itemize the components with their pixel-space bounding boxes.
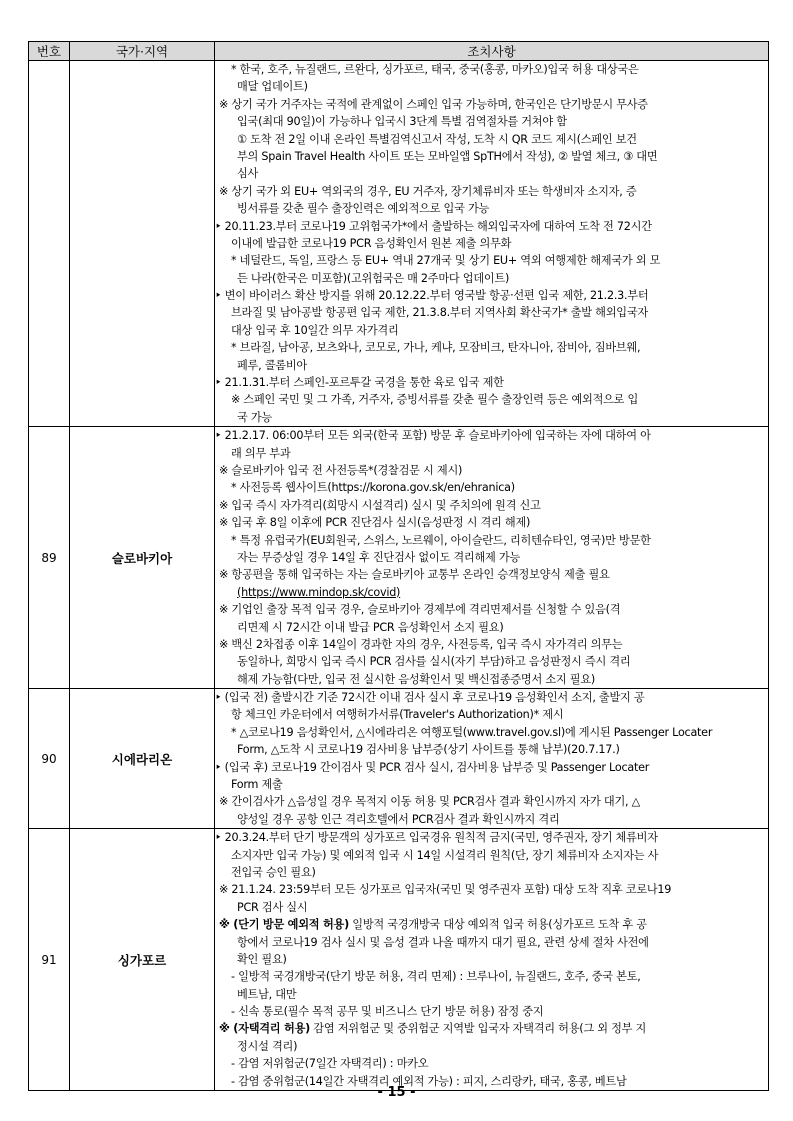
- measure-line: ‣ 20.3.24.부터 단기 방문객의 싱가포르 입국경유 원칙적 금지(국민, 영주권자, 장기 체류비자: [215, 831, 658, 845]
- row-number: 89: [29, 427, 70, 689]
- measure-line: ※ 상기 국가 외 EU+ 역외국의 경우, EU 거주자, 장기체류비자 또는 학생비자 소지자, 증: [219, 184, 637, 198]
- measure-line: 대상 입국 후 10일간 의무 자가격리: [231, 323, 399, 337]
- measure-line: ※ 21.1.24. 23:59부터 모든 싱가포르 입국자(국민 및 영주권자 포함) 대상 도착 직후 코로나19: [219, 883, 672, 897]
- measure-line: - 감염 중위험군(14일간 자택격리 예외적 가능) : 피지, 스리랑카, 태국, 홍콩, 베트남: [231, 1074, 627, 1088]
- country-name: 슬로바키아: [70, 427, 215, 689]
- country-name: [70, 61, 215, 427]
- measure-line: 브라질 및 남아공발 항공편 입국 제한, 21.3.8.부터 지역사회 확산국가* 출발 해외입국자: [231, 306, 648, 320]
- measure-line: 이내에 발급한 코로나19 PCR 음성확인서 원본 제출 의무화: [231, 236, 512, 250]
- measure-line: ① 도착 전 2일 이내 온라인 특별검역신고서 작성, 도착 시 QR 코드 제시(스페인 보건: [237, 132, 637, 146]
- measure-line: 동일하나, 희망시 입국 즉시 PCR 검사를 실시(자기 부담)하고 음성판정시 즉시 격리: [237, 655, 631, 669]
- measure-line: ※ 스페인 국민 및 그 가족, 거주자, 증빙서류를 갖춘 필수 출장인력 등은 예외적으로 입: [231, 393, 639, 407]
- measure-line: 국 가능: [237, 410, 272, 424]
- measure-line: ‣ (입국 후) 코로나19 간이검사 및 PCR 검사 실시, 검사비용 납부증 및 Passenger Locater: [215, 760, 650, 774]
- measure-line: 해제 가능함(다만, 입국 전 실시한 음성확인서 및 백신접종증명서 소지 필요): [237, 672, 596, 686]
- measure-line: 항 체크인 카운터에서 여행허가서류(Traveler's Authorization)* 제시: [231, 708, 564, 722]
- measures-cell: [215, 61, 769, 427]
- measure-line: 자는 무증상일 경우 14일 후 진단검사 없이도 격리해제 가능: [237, 550, 521, 564]
- table-row: [29, 689, 769, 829]
- measure-line: ※ 항공편을 통해 입국하는 자는 슬로바키아 교통부 온라인 승객정보양식 제출 필요: [219, 568, 610, 582]
- measure-line: 심사: [237, 167, 259, 181]
- measure-emphasis: ※ (단기 방문 예외적 허용): [219, 918, 349, 932]
- measure-line: 베트남, 대만: [237, 987, 297, 1001]
- measure-text: 일방적 국경개방국 대상 예외적 입국 허용(싱가포르 도착 후 공: [348, 918, 647, 932]
- measure-line: ‣ 20.11.23.부터 코로나19 고위험국가*에서 출발하는 해외입국자에 대하여 도착 전 72시간: [215, 219, 652, 233]
- measure-line: * 네덜란드, 독일, 프랑스 등 EU+ 역내 27개국 및 상기 EU+ 역외 여행제한 해제국가 외 모: [231, 254, 661, 268]
- measure-line: ‣ (입국 전) 출발시간 기준 72시간 이내 검사 실시 후 코로나19 음성확인서 소지, 출발지 공: [215, 691, 645, 705]
- measure-line: ※ 간이검사가 △음성일 경우 목적지 이동 허용 및 PCR검사 결과 확인시까지 자가 대기, △: [219, 795, 640, 809]
- measure-line: * △코로나19 음성확인서, △시에라리온 여행포털(www.travel.gov.sl)에 게시된 Passenger Locater: [231, 725, 713, 739]
- measures-cell: [215, 689, 769, 829]
- measure-line: ※ 슬로바키아 입국 전 사전등록*(경찰검문 시 제시): [219, 463, 463, 477]
- measure-line: 양성일 경우 공항 인근 격리호텔에서 PCR검사 결과 확인시까지 격리: [237, 812, 560, 826]
- country-name: 싱가포르: [70, 829, 215, 1091]
- measures-table: [28, 41, 769, 1091]
- measure-line: ※ 백신 2차접종 이후 14일이 경과한 자의 경우, 사전등록, 입국 즉시 자가격리 의무는: [219, 637, 623, 651]
- measure-line: 정시설 격리): [237, 1039, 298, 1053]
- measure-line: ※ 입국 후 8일 이후에 PCR 진단검사 실시(음성판정 시 격리 해제): [219, 516, 531, 530]
- header-country: 국가·지역: [70, 42, 215, 61]
- measure-line: 래 의무 부과: [231, 446, 291, 460]
- measure-line: 매달 업데이트): [237, 80, 308, 94]
- measure-line: [215, 916, 768, 933]
- measure-line: ‣ 21.2.17. 06:00부터 모든 외국(한국 포함) 방문 후 슬로바키아에 입국하는 자에 대하여 아: [215, 429, 651, 443]
- country-name: 시에라리온: [70, 689, 215, 829]
- measure-line: 리면제 시 72시간 이내 발급 PCR 음성확인서 소지 필요): [237, 620, 504, 634]
- measure-line: - 신속 통로(필수 목적 공무 및 비즈니스 단기 방문 허용) 잠정 중지: [231, 1005, 544, 1019]
- measure-line: ※ 상기 국가 거주자는 국적에 관계없이 스페인 입국 가능하며, 한국인은 단기방문시 무사증: [219, 97, 648, 111]
- measure-line: PCR 검사 실시: [237, 900, 308, 914]
- measure-line: ‣ 21.1.31.부터 스페인-포르투갈 국경을 통한 육로 입국 제한: [215, 376, 504, 390]
- measure-line: 소지자만 입국 가능) 및 예외적 입국 시 14일 시설격리 원칙(단, 장기 체류비자 소지자는 사: [231, 848, 659, 862]
- measure-line: 항에서 코로나19 검사 실시 및 음성 결과 나올 때까지 대기 필요, 관련 상세 절차 사전에: [237, 935, 649, 949]
- table-header-row: [29, 42, 769, 61]
- page-number: - 15 -: [377, 1085, 416, 1100]
- measure-line: - 일방적 국경개방국(단기 방문 허용, 격리 면제) : 브루나이, 뉴질랜드, 호주, 중국 본토,: [231, 970, 641, 984]
- row-number: [29, 61, 70, 427]
- measure-line: Form 제출: [231, 778, 283, 792]
- table-row: [29, 427, 769, 689]
- measure-line: 전입국 승인 필요): [231, 865, 316, 879]
- measure-text: 감염 저위험군 및 중위험군 지역발 입국자 자택격리 허용(그 외 정부 지: [310, 1022, 647, 1036]
- row-number: 91: [29, 829, 70, 1091]
- measure-emphasis: ※ (자택격리 허용): [219, 1022, 310, 1036]
- measure-line: ※ 입국 즉시 자가격리(희망시 시설격리) 실시 및 주치의에 원격 신고: [219, 498, 541, 512]
- measure-line: (https://www.mindop.sk/covid): [237, 585, 401, 599]
- measure-line: 빙서류를 갖춘 필수 출장인력은 예외적으로 입국 가능: [237, 202, 490, 216]
- measure-line: ※ 기업인 출장 목적 입국 경우, 슬로바키아 경제부에 격리면제서를 신청할 수 있음(격: [219, 603, 621, 617]
- measure-line: ‣ 변이 바이러스 확산 방지를 위해 20.12.22.부터 영국발 항공·선편 입국 제한, 21.2.3.부터: [215, 289, 649, 303]
- measure-line: * 한국, 호주, 뉴질랜드, 르완다, 싱가포르, 태국, 중국(홍콩, 마카오)입국 허용 대상국은: [231, 63, 639, 76]
- header-number: 번호: [29, 42, 70, 61]
- table-row: [29, 829, 769, 1091]
- measure-line: 확인 필요): [237, 952, 287, 966]
- header-measures: 조치사항: [215, 42, 769, 61]
- measure-line: 페루, 콜롬비아: [237, 358, 307, 372]
- row-number: 90: [29, 689, 70, 829]
- measure-line: 든 나라(한국은 미포함)(고위험국은 매 2주마다 업데이트): [237, 271, 510, 285]
- measure-line: * 브라질, 남아공, 보츠와나, 코모로, 가나, 케냐, 모잠비크, 탄자니아, 잠비아, 짐바브웨,: [231, 341, 641, 355]
- measures-cell: [215, 427, 769, 689]
- table-row: [29, 61, 769, 427]
- measure-line: * 특정 유럽국가(EU회원국, 스위스, 노르웨이, 아이슬란드, 리히텐슈타인, 영국)만 방문한: [231, 533, 651, 547]
- measure-line: * 사전등록 웹사이트(https://korona.gov.sk/en/ehranica): [231, 481, 515, 495]
- measure-line: 입국(최대 90일)이 가능하나 입국시 3단계 특별 검역절차를 거쳐야 함: [237, 115, 567, 129]
- measure-line: Form, △도착 시 코로나19 검사비용 납부증(상기 사이트를 통해 납부)(20.7.17.): [237, 743, 620, 757]
- measure-line: [215, 1020, 768, 1037]
- measure-line: 부의 Spain Travel Health 사이트 또는 모바일앱 SpTH에서 작성), ② 발열 체크, ③ 대면: [237, 149, 658, 163]
- measure-line: - 감염 저위험군(7일간 자택격리) : 마카오: [231, 1057, 429, 1071]
- measures-cell: [215, 829, 769, 1091]
